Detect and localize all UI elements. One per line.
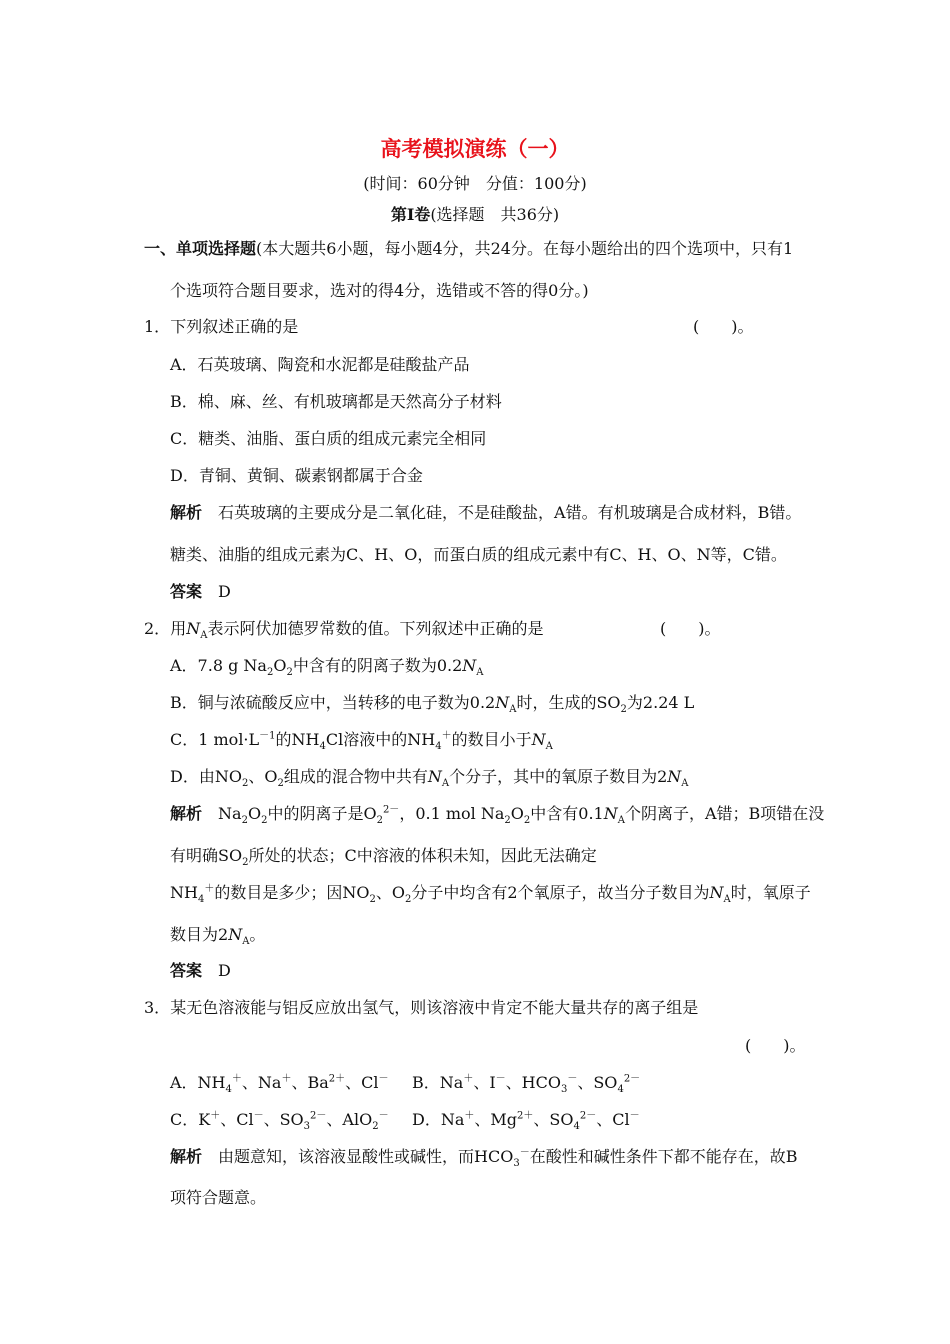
section-heading xyxy=(144,239,793,259)
q1-option-d: D．青铜、黄铜、碳素钢都属于合金 xyxy=(170,466,423,485)
q3-analysis-text-b: 在酸性和碱性条件下都不能存在，故B xyxy=(529,1147,798,1166)
volume-label: 第Ⅰ卷 xyxy=(390,205,431,224)
q2-answer-label: 答案 xyxy=(170,961,203,980)
q2-analysis-1: 解析 $Na_2O_2$中的阴离子是$O_2^{2-}$，0.1 mol $Na_2O_2$中含有$0.1N_A$个阴离子，A错；B项错在没 xyxy=(170,804,825,827)
q3-analysis-1: 解析 由题意知，该溶液显酸性或碱性，而$HCO_3^-$在酸性和碱性条件下都不能存在，故B xyxy=(170,1147,798,1170)
q2-stem: 2．用$N_A$表示阿伏加德罗常数的值。下列叙述中正确的是 xyxy=(144,619,544,642)
q2-option-c: C．1 $mol\cdot L^{-1}$的$NH_4Cl$溶液中的$NH_4^+$的数目小于$N_A$ xyxy=(170,730,553,753)
q3-analysis-text-a: 由题意知，该溶液显酸性或碱性，而HCO xyxy=(218,1147,514,1166)
q3-answer-blank: ( )。 xyxy=(745,1036,806,1055)
volume-heading xyxy=(0,205,950,225)
q3-analysis-label: 解析 xyxy=(170,1147,203,1166)
q1-option-a: A．石英玻璃、陶瓷和水泥都是硅酸盐产品 xyxy=(170,355,470,374)
q1-answer-value: D xyxy=(218,582,231,601)
q2-analysis-3: $NH_4^+$的数目是多少；因$NO_2$、$O_2$分子中均含有2个氧原子，故当分子数目为$N_A$时，氧原子 xyxy=(170,883,811,906)
q1-analysis-label: 解析 xyxy=(170,503,203,522)
q3-option-a: A．$NH_4^+$、Na＋、$Ba^{2+}$、Cl－ xyxy=(170,1073,389,1096)
q2-number: 2． xyxy=(144,619,171,638)
q3-option-c: C．K＋、Cl－、$SO_3^{2-}$、AlO$_2$－ xyxy=(170,1110,389,1133)
q2-analysis-4: 数目为$2N_A$。 xyxy=(170,925,266,948)
q1-stem xyxy=(144,317,298,337)
q2-option-b: B．铜与浓硫酸反应中，当转移的电子数为$0.2N_A$时，生成的$SO_2$为2.24 L xyxy=(170,693,695,716)
q1-number: 1． xyxy=(144,317,171,336)
q3-number: 3． xyxy=(144,998,171,1017)
q1-text: 下列叙述正确的是 xyxy=(170,317,299,336)
q2-answer-blank: ( )。 xyxy=(660,619,721,638)
q2-analysis-label: 解析 xyxy=(170,804,203,823)
q3-option-d: D．Na＋、$Mg^{2+}$、$SO_4^{2-}$、Cl－ xyxy=(412,1110,640,1133)
q2-answer-value: D xyxy=(218,961,231,980)
q2-option-d: D．由$NO_2$、$O_2$组成的混合物中共有$N_A$个分子，其中的氧原子数目为$2N_A$ xyxy=(170,767,689,790)
q1-analysis-1 xyxy=(170,503,801,523)
q1-option-b: B．棉、麻、丝、有机玻璃都是天然高分子材料 xyxy=(170,392,502,411)
q2-text-b: 表示阿伏加德罗常数的值。下列叙述中正确的是 xyxy=(207,619,544,638)
q2-answer xyxy=(170,961,231,981)
q3-option-b: B．Na＋、I－、$HCO_3^-$、$SO_4^{2-}$ xyxy=(412,1073,641,1096)
q1-answer-blank: ( )。 xyxy=(693,317,754,336)
q1-analysis-2: 糖类、油脂的组成元素为C、H、O，而蛋白质的组成元素中有C、H、O、N等，C错。 xyxy=(170,545,787,564)
section-title: 一、单项选择题 xyxy=(144,239,257,258)
exam-meta: (时间：60分钟 分值：100分) xyxy=(363,174,587,193)
q2-option-a: A．7.8 g $Na_2O_2$中含有的阴离子数为$0.2N_A$ xyxy=(170,656,484,679)
q2-analysis-2: 有明确$SO_2$所处的状态；C中溶液的体积未知，因此无法确定 xyxy=(170,846,597,869)
page-title: 高考模拟演练（一） xyxy=(380,136,570,161)
section-note-1: (本大题共6小题，每小题4分，共24分。在每小题给出的四个选项中，只有1 xyxy=(256,239,794,258)
q1-answer xyxy=(170,582,231,602)
q2-text-a: 用 xyxy=(170,619,187,638)
q3-analysis-2: 项符合题意。 xyxy=(170,1188,267,1207)
section-note-2: 个选项符合题目要求，选对的得4分，选错或不答的得0分。) xyxy=(170,281,589,300)
q1-answer-label: 答案 xyxy=(170,582,203,601)
q3-stem xyxy=(144,998,698,1018)
q1-option-c: C．糖类、油脂、蛋白质的组成元素完全相同 xyxy=(170,429,487,448)
q3-text: 某无色溶液能与铝反应放出氢气，则该溶液中肯定不能大量共存的离子组是 xyxy=(170,998,699,1017)
volume-desc: (选择题 共36分) xyxy=(430,205,560,224)
q1-analysis-text-1: 石英玻璃的主要成分是二氧化硅，不是硅酸盐，A错。有机玻璃是合成材料，B错。 xyxy=(218,503,802,522)
